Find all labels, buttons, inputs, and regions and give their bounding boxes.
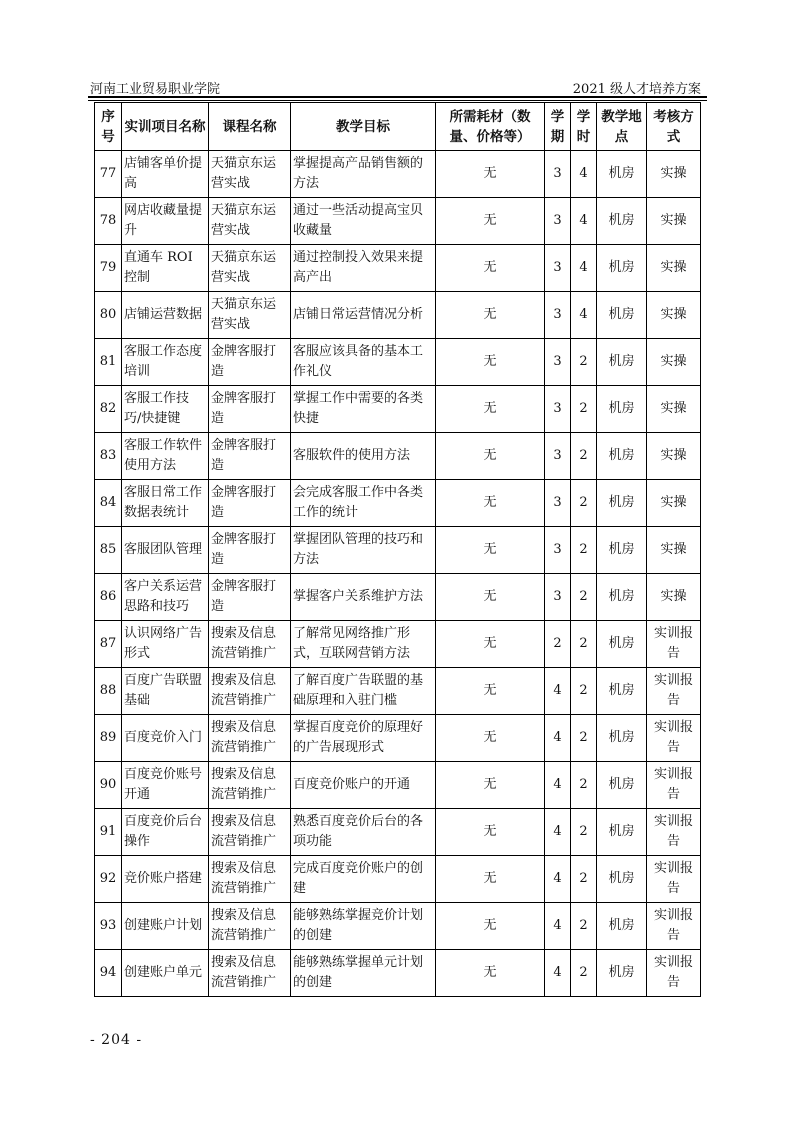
- cell-goal: 掌握工作中需要的各类快捷: [291, 386, 436, 433]
- cell-project: 百度竞价入门: [122, 715, 209, 762]
- cell-project: 认识网络广告形式: [122, 621, 209, 668]
- cell-term: 3: [545, 198, 571, 245]
- cell-goal: 掌握团队管理的技巧和方法: [291, 527, 436, 574]
- col-header-course: 课程名称: [209, 103, 291, 151]
- cell-term: 3: [545, 292, 571, 339]
- cell-project: 网店收藏量提升: [122, 198, 209, 245]
- cell-location: 机房: [597, 527, 647, 574]
- cell-course: 金牌客服打造: [209, 480, 291, 527]
- cell-location: 机房: [597, 292, 647, 339]
- cell-consumables: 无: [436, 950, 545, 997]
- cell-assessment: 实操: [647, 574, 701, 621]
- cell-goal: 通过一些活动提高宝贝收藏量: [291, 198, 436, 245]
- cell-term: 3: [545, 527, 571, 574]
- cell-location: 机房: [597, 950, 647, 997]
- cell-term: 4: [545, 809, 571, 856]
- cell-hours: 2: [571, 856, 597, 903]
- table-row: [95, 198, 701, 245]
- cell-hours: 2: [571, 433, 597, 480]
- cell-assessment: 实训报告: [647, 903, 701, 950]
- cell-assessment: 实操: [647, 480, 701, 527]
- table-row: [95, 950, 701, 997]
- cell-consumables: 无: [436, 292, 545, 339]
- cell-goal: 熟悉百度竞价后台的各项功能: [291, 809, 436, 856]
- cell-hours: 2: [571, 339, 597, 386]
- cell-assessment: 实训报告: [647, 809, 701, 856]
- cell-assessment: 实训报告: [647, 621, 701, 668]
- col-header-no: 序号: [95, 103, 122, 151]
- cell-no: 77: [95, 151, 122, 198]
- cell-location: 机房: [597, 668, 647, 715]
- cell-project: 客户关系运营思路和技巧: [122, 574, 209, 621]
- cell-no: 91: [95, 809, 122, 856]
- table-row: [95, 527, 701, 574]
- cell-consumables: 无: [436, 386, 545, 433]
- cell-project: 客服日常工作数据表统计: [122, 480, 209, 527]
- cell-project: 百度竞价后台操作: [122, 809, 209, 856]
- table-row: [95, 574, 701, 621]
- cell-consumables: 无: [436, 527, 545, 574]
- table-row: [95, 151, 701, 198]
- cell-goal: 了解百度广告联盟的基础原理和入驻门槛: [291, 668, 436, 715]
- cell-no: 94: [95, 950, 122, 997]
- cell-goal: 百度竞价账户的开通: [291, 762, 436, 809]
- training-table: [94, 102, 701, 997]
- cell-course: 搜索及信息流营销推广: [209, 668, 291, 715]
- cell-assessment: 实训报告: [647, 856, 701, 903]
- cell-term: 4: [545, 715, 571, 762]
- cell-no: 93: [95, 903, 122, 950]
- col-header-consumables: 所需耗材（数量、价格等）: [436, 103, 545, 151]
- cell-hours: 2: [571, 480, 597, 527]
- cell-project: 直通车 ROI 控制: [122, 245, 209, 292]
- cell-location: 机房: [597, 574, 647, 621]
- cell-term: 4: [545, 762, 571, 809]
- cell-course: 搜索及信息流营销推广: [209, 621, 291, 668]
- cell-consumables: 无: [436, 715, 545, 762]
- cell-no: 90: [95, 762, 122, 809]
- cell-course: 天猫京东运营实战: [209, 245, 291, 292]
- col-header-hours: 学时: [571, 103, 597, 151]
- cell-goal: 会完成客服工作中各类工作的统计: [291, 480, 436, 527]
- cell-goal: 完成百度竞价账户的创建: [291, 856, 436, 903]
- cell-location: 机房: [597, 198, 647, 245]
- col-header-project: 实训项目名称: [122, 103, 209, 151]
- cell-term: 4: [545, 856, 571, 903]
- cell-project: 创建账户计划: [122, 903, 209, 950]
- cell-hours: 2: [571, 574, 597, 621]
- cell-term: 3: [545, 480, 571, 527]
- cell-no: 89: [95, 715, 122, 762]
- table-row: [95, 386, 701, 433]
- cell-assessment: 实操: [647, 151, 701, 198]
- cell-hours: 2: [571, 386, 597, 433]
- cell-location: 机房: [597, 621, 647, 668]
- cell-project: 竞价账户搭建: [122, 856, 209, 903]
- cell-project: 百度广告联盟基础: [122, 668, 209, 715]
- cell-course: 金牌客服打造: [209, 574, 291, 621]
- cell-course: 搜索及信息流营销推广: [209, 809, 291, 856]
- table-row: [95, 809, 701, 856]
- cell-term: 3: [545, 386, 571, 433]
- cell-location: 机房: [597, 245, 647, 292]
- cell-goal: 客服应该具备的基本工作礼仪: [291, 339, 436, 386]
- table-body: [95, 151, 701, 997]
- col-header-term: 学期: [545, 103, 571, 151]
- cell-hours: 2: [571, 809, 597, 856]
- cell-project: 客服团队管理: [122, 527, 209, 574]
- cell-project: 店铺客单价提高: [122, 151, 209, 198]
- cell-course: 天猫京东运营实战: [209, 151, 291, 198]
- cell-consumables: 无: [436, 621, 545, 668]
- cell-location: 机房: [597, 856, 647, 903]
- cell-no: 83: [95, 433, 122, 480]
- cell-location: 机房: [597, 809, 647, 856]
- cell-no: 80: [95, 292, 122, 339]
- table-row: [95, 292, 701, 339]
- cell-consumables: 无: [436, 433, 545, 480]
- cell-no: 92: [95, 856, 122, 903]
- cell-consumables: 无: [436, 151, 545, 198]
- cell-term: 4: [545, 903, 571, 950]
- cell-goal: 客服软件的使用方法: [291, 433, 436, 480]
- cell-project: 客服工作软件使用方法: [122, 433, 209, 480]
- cell-course: 天猫京东运营实战: [209, 292, 291, 339]
- cell-hours: 4: [571, 245, 597, 292]
- cell-no: 88: [95, 668, 122, 715]
- cell-no: 79: [95, 245, 122, 292]
- cell-location: 机房: [597, 903, 647, 950]
- cell-goal: 能够熟练掌握单元计划的创建: [291, 950, 436, 997]
- cell-goal: 了解常见网络推广形式，互联网营销方法: [291, 621, 436, 668]
- cell-course: 金牌客服打造: [209, 527, 291, 574]
- cell-hours: 4: [571, 292, 597, 339]
- cell-location: 机房: [597, 762, 647, 809]
- cell-assessment: 实操: [647, 245, 701, 292]
- cell-course: 搜索及信息流营销推广: [209, 903, 291, 950]
- cell-location: 机房: [597, 386, 647, 433]
- cell-no: 85: [95, 527, 122, 574]
- cell-term: 3: [545, 433, 571, 480]
- cell-assessment: 实操: [647, 386, 701, 433]
- cell-term: 3: [545, 245, 571, 292]
- cell-project: 店铺运营数据: [122, 292, 209, 339]
- table-row: [95, 339, 701, 386]
- cell-consumables: 无: [436, 245, 545, 292]
- cell-no: 84: [95, 480, 122, 527]
- col-header-location: 教学地点: [597, 103, 647, 151]
- cell-assessment: 实操: [647, 339, 701, 386]
- cell-course: 搜索及信息流营销推广: [209, 856, 291, 903]
- cell-goal: 掌握提高产品销售额的方法: [291, 151, 436, 198]
- cell-hours: 2: [571, 762, 597, 809]
- cell-assessment: 实操: [647, 198, 701, 245]
- table-row: [95, 480, 701, 527]
- cell-consumables: 无: [436, 809, 545, 856]
- cell-assessment: 实训报告: [647, 668, 701, 715]
- table-row: [95, 856, 701, 903]
- cell-location: 机房: [597, 151, 647, 198]
- header-plan-title: 2021 级人才培养方案: [572, 82, 701, 97]
- cell-assessment: 实训报告: [647, 950, 701, 997]
- cell-consumables: 无: [436, 903, 545, 950]
- cell-term: 4: [545, 668, 571, 715]
- cell-assessment: 实训报告: [647, 762, 701, 809]
- col-header-assessment: 考核方式: [647, 103, 701, 151]
- cell-assessment: 实操: [647, 433, 701, 480]
- cell-project: 客服工作技巧/快捷键: [122, 386, 209, 433]
- cell-hours: 4: [571, 151, 597, 198]
- cell-hours: 2: [571, 950, 597, 997]
- header-rule: [88, 96, 707, 98]
- table-row: [95, 433, 701, 480]
- table-row: [95, 245, 701, 292]
- cell-consumables: 无: [436, 480, 545, 527]
- cell-goal: 掌握百度竞价的原理好的广告展现形式: [291, 715, 436, 762]
- table-header-row: [95, 103, 701, 151]
- cell-location: 机房: [597, 433, 647, 480]
- cell-no: 87: [95, 621, 122, 668]
- cell-hours: 2: [571, 668, 597, 715]
- cell-term: 3: [545, 339, 571, 386]
- cell-hours: 4: [571, 198, 597, 245]
- cell-course: 搜索及信息流营销推广: [209, 950, 291, 997]
- col-header-goal: 教学目标: [291, 103, 436, 151]
- page-number: - 204 -: [90, 1032, 143, 1048]
- table-row: [95, 903, 701, 950]
- cell-location: 机房: [597, 339, 647, 386]
- cell-assessment: 实操: [647, 527, 701, 574]
- cell-term: 4: [545, 950, 571, 997]
- cell-no: 82: [95, 386, 122, 433]
- table-row: [95, 668, 701, 715]
- cell-goal: 能够熟练掌握竞价计划的创建: [291, 903, 436, 950]
- cell-hours: 2: [571, 715, 597, 762]
- cell-location: 机房: [597, 480, 647, 527]
- cell-course: 金牌客服打造: [209, 339, 291, 386]
- cell-assessment: 实训报告: [647, 715, 701, 762]
- cell-no: 78: [95, 198, 122, 245]
- cell-course: 天猫京东运营实战: [209, 198, 291, 245]
- cell-consumables: 无: [436, 339, 545, 386]
- cell-course: 搜索及信息流营销推广: [209, 715, 291, 762]
- cell-assessment: 实操: [647, 292, 701, 339]
- cell-consumables: 无: [436, 198, 545, 245]
- table-row: [95, 621, 701, 668]
- cell-course: 金牌客服打造: [209, 386, 291, 433]
- cell-consumables: 无: [436, 574, 545, 621]
- cell-course: 金牌客服打造: [209, 433, 291, 480]
- cell-hours: 2: [571, 527, 597, 574]
- table-row: [95, 715, 701, 762]
- cell-consumables: 无: [436, 668, 545, 715]
- cell-consumables: 无: [436, 856, 545, 903]
- cell-no: 81: [95, 339, 122, 386]
- cell-goal: 通过控制投入效果来提高产出: [291, 245, 436, 292]
- cell-goal: 掌握客户关系维护方法: [291, 574, 436, 621]
- cell-term: 3: [545, 151, 571, 198]
- cell-term: 3: [545, 574, 571, 621]
- cell-hours: 2: [571, 621, 597, 668]
- cell-consumables: 无: [436, 762, 545, 809]
- header-institution: 河南工业贸易职业学院: [90, 82, 221, 97]
- cell-goal: 店铺日常运营情况分析: [291, 292, 436, 339]
- table-row: [95, 762, 701, 809]
- cell-no: 86: [95, 574, 122, 621]
- cell-location: 机房: [597, 715, 647, 762]
- cell-project: 百度竞价账号开通: [122, 762, 209, 809]
- cell-project: 创建账户单元: [122, 950, 209, 997]
- cell-hours: 2: [571, 903, 597, 950]
- cell-project: 客服工作态度培训: [122, 339, 209, 386]
- cell-course: 搜索及信息流营销推广: [209, 762, 291, 809]
- header-rule-thin: [88, 100, 707, 101]
- cell-term: 2: [545, 621, 571, 668]
